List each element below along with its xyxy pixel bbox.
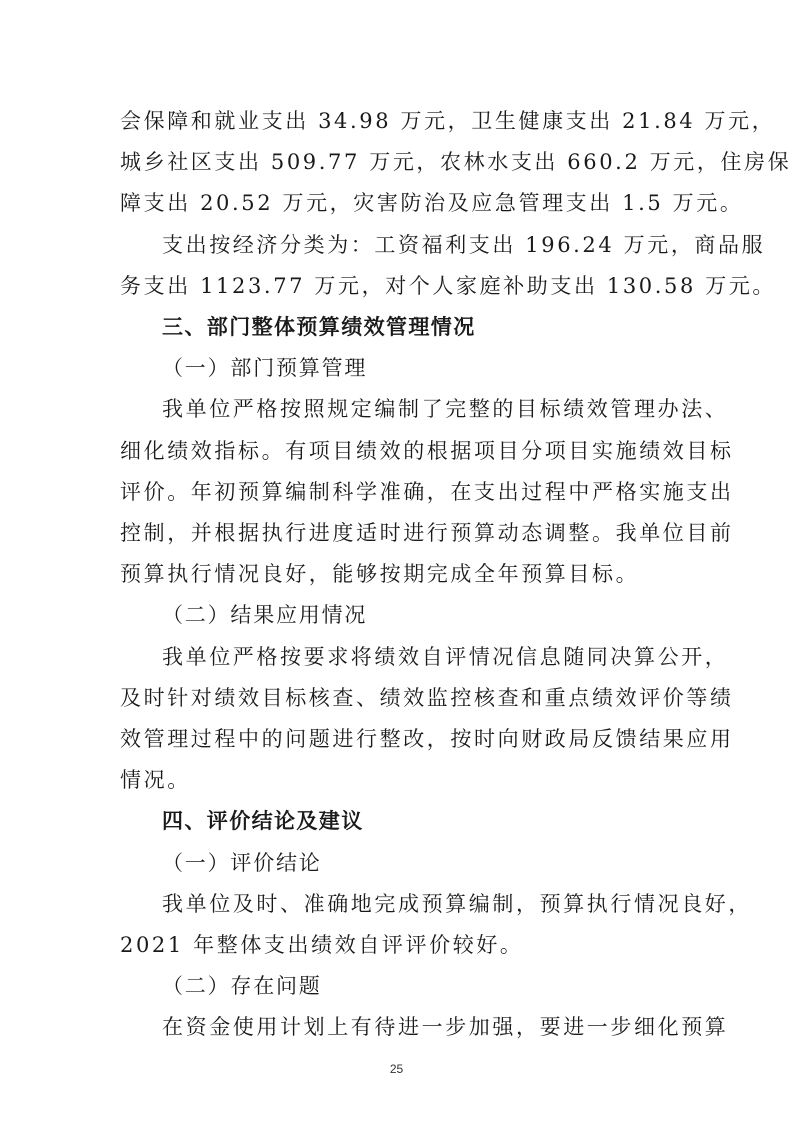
paragraph-line: 务支出 1123.77 万元，对个人家庭补助支出 130.58 万元。 (120, 273, 777, 298)
paragraph-line: 我单位及时、准确地完成预算编制，预算执行情况良好， (162, 891, 752, 916)
paragraph-line: 在资金使用计划上有待进一步加强，要进一步细化预算 (162, 1015, 729, 1040)
paragraph-line: 及时针对绩效目标核查、绩效监控核查和重点绩效评价等绩 (120, 685, 734, 710)
subsection-heading: （一）评价结论 (162, 850, 322, 875)
paragraph-line: 情况。 (120, 768, 191, 793)
paragraph-line: 预算执行情况良好，能够按期完成全年预算目标。 (120, 562, 640, 587)
paragraph-line: 我单位严格按要求将绩效自评情况信息随同决算公开， (162, 644, 729, 669)
section-heading: 四、评价结论及建议 (162, 809, 364, 834)
paragraph-line: 效管理过程中的问题进行整改，按时向财政局反馈结果应用 (120, 727, 734, 751)
subsection-heading: （二）结果应用情况 (162, 603, 368, 628)
subsection-heading: （二）存在问题 (162, 974, 322, 999)
paragraph-line: 我单位严格按照规定编制了完整的目标绩效管理办法、 (162, 397, 729, 422)
page-number: 25 (389, 1061, 404, 1076)
paragraph-line: 2021 年整体支出绩效自评评价较好。 (120, 933, 524, 957)
paragraph-line: 评价。年初预算编制科学准确，在支出过程中严格实施支出 (120, 479, 734, 504)
paragraph-line: 障支出 20.52 万元，灾害防治及应急管理支出 1.5 万元。 (120, 191, 744, 216)
section-heading: 三、部门整体预算绩效管理情况 (162, 315, 476, 339)
paragraph-line: 支出按经济分类为：工资福利支出 196.24 万元，商品服 (162, 232, 766, 257)
subsection-heading: （一）部门预算管理 (162, 356, 368, 381)
paragraph-line: 城乡社区支出 509.77 万元，农林水支出 660.2 万元，住房保 (120, 150, 792, 175)
paragraph-line: 会保障和就业支出 34.98 万元，卫生健康支出 21.84 万元， (120, 109, 776, 133)
paragraph-line: 细化绩效指标。有项目绩效的根据项目分项目实施绩效目标 (120, 438, 734, 463)
paragraph-line: 控制，并根据执行进度适时进行预算动态调整。我单位目前 (120, 521, 734, 545)
